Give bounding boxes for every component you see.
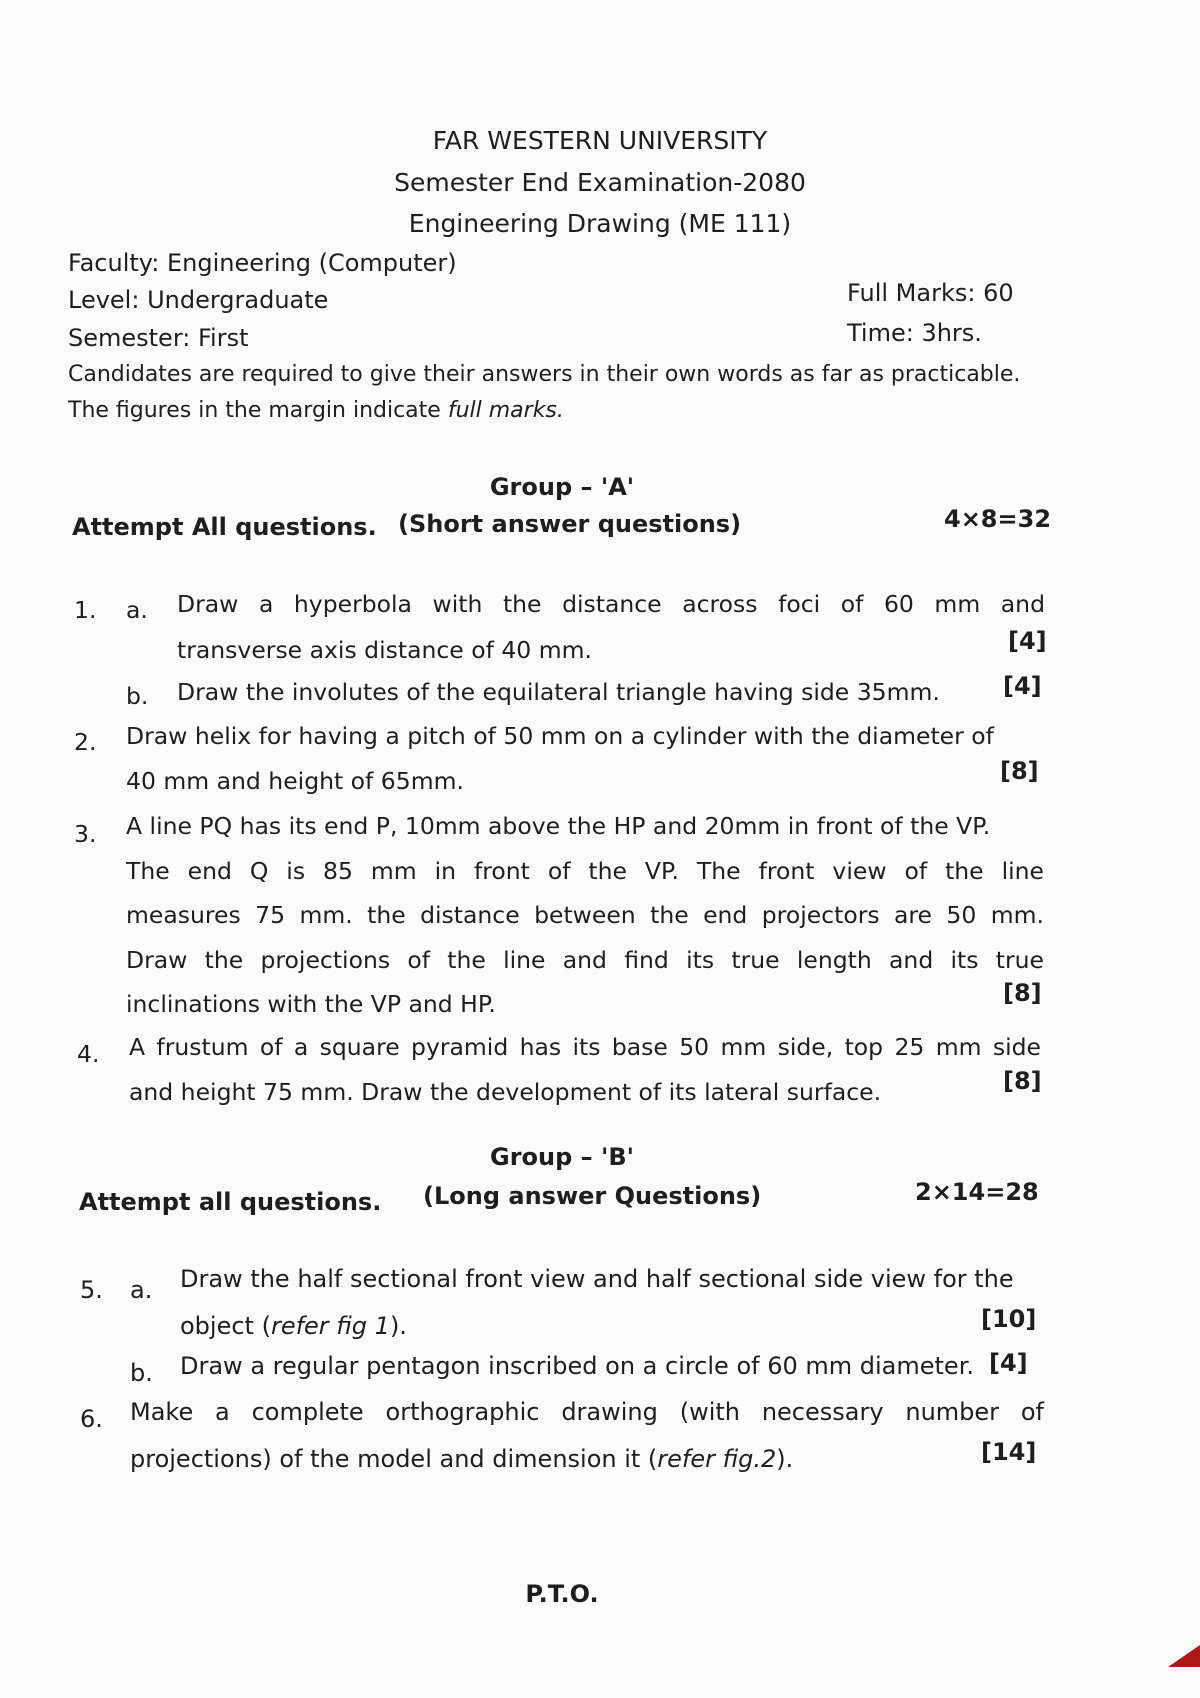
group-b-marks: 2×14=28 <box>915 1178 1039 1206</box>
faculty-label: Faculty: Engineering (Computer) <box>68 249 457 277</box>
q4-line-1: A frustum of a square pyramid has its base 50 mm side, top 25 mm side <box>129 1033 1041 1061</box>
q6-number: 6. <box>80 1405 103 1433</box>
q5a-figure-reference: refer fig 1 <box>270 1312 390 1340</box>
q4-line-2: and height 75 mm. Draw the development of its lateral surface. <box>129 1078 882 1106</box>
q5b-text: Draw a regular pentagon inscribed on a circle of 60 mm diameter. <box>180 1352 974 1380</box>
q6-line-2-suffix: ). <box>776 1445 794 1473</box>
q5a-letter: a. <box>130 1276 153 1304</box>
q1-number: 1. <box>74 596 97 624</box>
exam-title: Semester End Examination-2080 <box>394 168 806 197</box>
group-a-type: (Short answer questions) <box>398 510 742 538</box>
q2-line-1: Draw helix for having a pitch of 50 mm on a cylinder with the diameter of <box>126 722 994 750</box>
q4-number: 4. <box>77 1040 100 1068</box>
q6-figure-reference: refer fig.2 <box>657 1445 777 1473</box>
q3-line-4: Draw the projections of the line and find its true length and its true <box>126 946 1044 974</box>
q5a-line-2-text: object ( <box>180 1312 271 1340</box>
q1a-marks: [4] <box>1008 627 1047 655</box>
group-b-title: Group – 'B' <box>490 1143 634 1171</box>
q6-marks: [14] <box>981 1438 1037 1466</box>
q3-line-3: measures 75 mm. the distance between the end projectors are 50 mm. <box>126 901 1044 929</box>
group-b-type: (Long answer Questions) <box>423 1182 762 1210</box>
q3-line-5: inclinations with the VP and HP. <box>126 990 496 1018</box>
semester-label: Semester: First <box>68 324 249 352</box>
q2-marks: [8] <box>1000 757 1039 785</box>
q2-number: 2. <box>74 728 97 756</box>
q5a-line-2-suffix: ). <box>389 1312 407 1340</box>
q5b-marks: [4] <box>989 1349 1028 1377</box>
q1b-text: Draw the involutes of the equilateral triangle having side 35mm. <box>177 678 940 706</box>
q1a-line-2: transverse axis distance of 40 mm. <box>177 636 592 664</box>
full-marks-label: Full Marks: 60 <box>847 279 1014 307</box>
q3-number: 3. <box>74 820 97 848</box>
subject-title: Engineering Drawing (ME 111) <box>408 209 792 238</box>
q5a-marks: [10] <box>981 1305 1037 1333</box>
q1a-line-1: Draw a hyperbola with the distance across foci of 60 mm and <box>177 590 1045 618</box>
q3-line-2: The end Q is 85 mm in front of the VP. The front view of the line <box>126 857 1044 885</box>
q5a-line-1: Draw the half sectional front view and half sectional side view for the <box>180 1265 1014 1293</box>
q4-marks: [8] <box>1003 1067 1042 1095</box>
time-label: Time: 3hrs. <box>847 319 982 347</box>
q2-line-2: 40 mm and height of 65mm. <box>126 767 464 795</box>
page-corner-mark <box>1168 1645 1200 1667</box>
q1b-marks: [4] <box>1003 672 1042 700</box>
group-a-marks: 4×8=32 <box>944 505 1052 533</box>
q5-number: 5. <box>80 1276 103 1304</box>
q3-line-1: A line PQ has its end P, 10mm above the HP and 20mm in front of the VP. <box>126 812 991 840</box>
instruction-line-2 <box>68 398 564 423</box>
q3-marks: [8] <box>1003 979 1042 1007</box>
q1b-letter: b. <box>126 682 149 710</box>
group-a-attempt: Attempt All questions. <box>72 513 377 541</box>
q5b-letter: b. <box>130 1359 153 1387</box>
q5a-line-2 <box>180 1312 407 1340</box>
instruction-line-1: Candidates are required to give their answers in their own words as far as practicable. <box>68 362 1021 387</box>
q6-line-1: Make a complete orthographic drawing (with necessary number of <box>130 1398 1044 1426</box>
q6-line-2 <box>130 1445 793 1473</box>
pto-label: P.T.O. <box>525 1580 599 1608</box>
q1a-letter: a. <box>126 596 148 624</box>
q6-line-2-text: projections) of the model and dimension it ( <box>130 1445 658 1473</box>
university-name: FAR WESTERN UNIVERSITY <box>432 126 768 155</box>
level-label: Level: Undergraduate <box>68 286 329 314</box>
instruction-line-2-text: The figures in the margin indicate <box>68 398 448 423</box>
group-b-attempt: Attempt all questions. <box>79 1188 382 1216</box>
instruction-line-2-emphasis: full marks. <box>447 398 564 423</box>
group-a-title: Group – 'A' <box>489 473 635 501</box>
